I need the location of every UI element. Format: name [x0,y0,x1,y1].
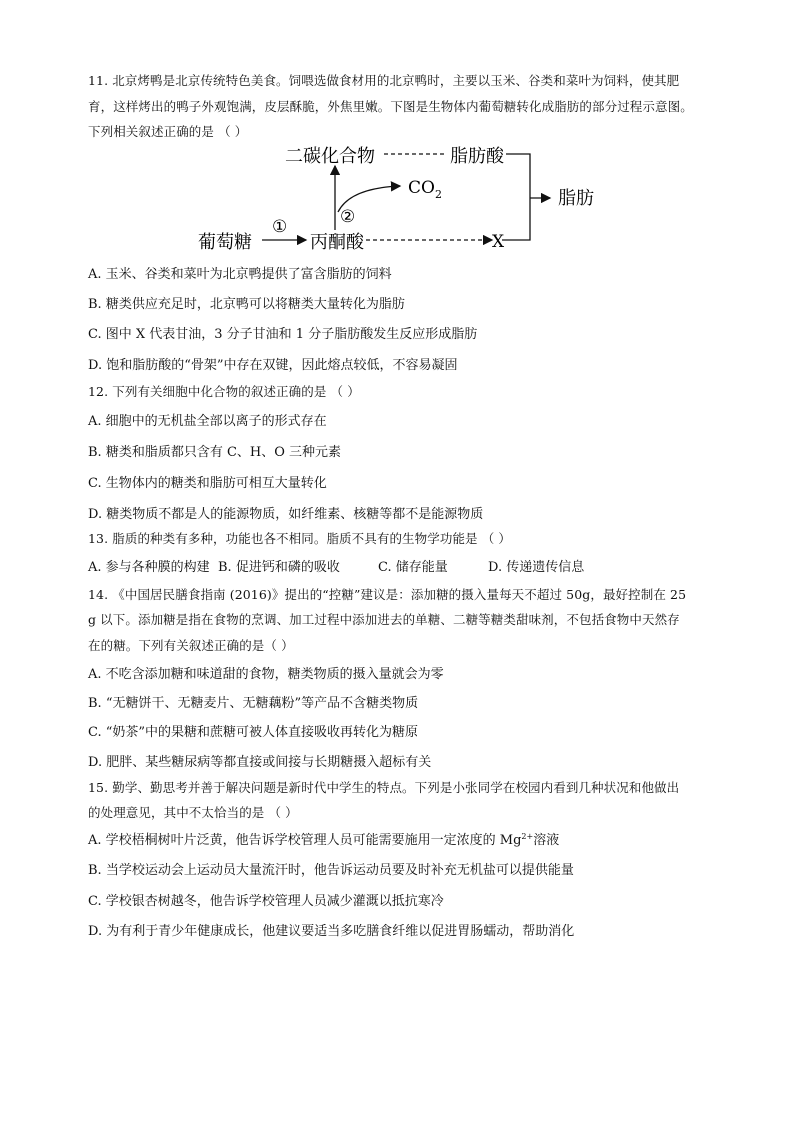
q15-option-d: D. 为有利于青少年健康成长，他建议要适当多吃膳食纤维以促进胃肠蠕动，帮助消化 [88,924,575,939]
q11-stem-line-2: 育，这样烤出的鸭子外观饱满，皮层酥脆，外焦里嫩。下图是生物体内葡萄糖转化成脂肪的部分过程示意图。 [88,99,693,114]
q13-stem: 13. 脂质的种类有多种，功能也各不相同。脂质不具有的生物学功能是 （ ） [88,531,512,546]
q11-option-a: A. 玉米、谷类和菜叶为北京鸭提供了富含脂肪的饲料 [88,267,392,282]
q11-option-b: B. 糖类供应充足时，北京鸭可以将糖类大量转化为脂肪 [88,297,405,312]
mg-charge-superscript: 2+ [521,832,534,841]
q15-option-c: C. 学校银杏树越冬，他告诉学校管理人员减少灌溉以抵抗寒冷 [88,894,444,909]
q11-stem-line-3: 下列相关叙述正确的是 （ ） [88,124,248,139]
q13-options-row [88,561,584,574]
q15-option-a-tail: 溶液 [533,833,560,848]
q12-option-d: D. 糖类物质不都是人的能源物质，如纤维素、核糖等都不是能源物质 [88,507,484,522]
diagram-fatty-acid: 脂肪酸 [450,146,504,167]
q14-stem-line-2: g 以下。添加糖是指在食物的烹调、加工过程中添加进去的单糖、二糖等糖类甜味剂，不包括食物中天然存 [88,612,680,627]
q13-option-b: B. 促进钙和磷的吸收 [218,560,340,575]
co2-subscript: 2 [434,188,442,201]
q11-option-d: D. 饱和脂肪酸的“骨架”中存在双键，因此熔点较低，不容易凝固 [88,358,458,373]
q14-option-d: D. 肥胖、某些糖尿病等都直接或间接与长期糖摄入超标有关 [88,755,432,770]
q15-stem-line-2: 的处理意见，其中不太恰当的是 （ ） [88,805,298,820]
q14-option-a: A. 不吃含添加糖和味道甜的食物，糖类物质的摄入量就会为零 [88,667,444,682]
q15-option-b: B. 当学校运动会上运动员大量流汗时，他告诉运动员要及时补充无机盐可以提供能量 [88,863,574,878]
q15-option-a-text: A. 学校梧桐树叶片泛黄，他告诉学校管理人员可能需要施用一定浓度的 Mg [88,833,522,848]
diagram-co2: $CO_2$ [408,178,442,201]
diagram-fat: 脂肪 [558,188,594,209]
diagram-glucose: 葡萄糖 [198,232,252,253]
q12-option-c: C. 生物体内的糖类和脂肪可相互大量转化 [88,476,327,491]
diagram-co2-compound: 二碳化合物 [285,146,375,167]
glucose-to-fat-diagram [180,140,620,255]
bracket-to-fat [502,154,530,240]
q14-stem-line-1: 14. 《中国居民膳食指南 (2016)》提出的“控糖”建议是：添加糖的摄入量每天不超过 50g，最好控制在 25 [88,587,687,602]
q14-stem-line-3: 在的糖。下列有关叙述正确的是（ ） [88,638,294,653]
q12-option-a: A. 细胞中的无机盐全部以离子的形式存在 [88,414,327,429]
q13-option-a: A. 参与各种膜的构建 [88,560,210,575]
q14-option-b: B. “无糖饼干、无糖麦片、无糖藕粉”等产品不含糖类物质 [88,696,419,711]
q12-stem: 12. 下列有关细胞中化合物的叙述正确的是 （ ） [88,384,360,399]
q12-option-b: B. 糖类和脂质都只含有 C、H、O 三种元素 [88,445,342,460]
diagram-x: X [492,232,505,252]
q11-stem-line-1: 11. 北京烤鸭是北京传统特色美食。饲喂选做食材用的北京鸭时，主要以玉米、谷类和菜叶为饲料，使其肥 [88,73,680,88]
diagram-step-2: ② [340,207,356,227]
diagram-step-1: ① [272,217,288,237]
q13-option-c: C. 储存能量 [378,560,448,575]
q15-stem-line-1: 15. 勤学、勤思考并善于解决问题是新时代中学生的特点。下列是小张同学在校园内看到几种状况和他做出 [88,780,680,795]
q15-option-a [88,834,559,847]
q13-option-d: D. 传递遗传信息 [488,560,585,575]
q11-option-c: C. 图中 X 代表甘油，3 分子甘油和 1 分子脂肪酸发生反应形成脂肪 [88,327,478,342]
q14-option-c: C. “奶茶”中的果糖和蔗糖可被人体直接吸收再转化为糖原 [88,725,419,740]
diagram-pyruvate: 丙酮酸 [310,232,364,253]
